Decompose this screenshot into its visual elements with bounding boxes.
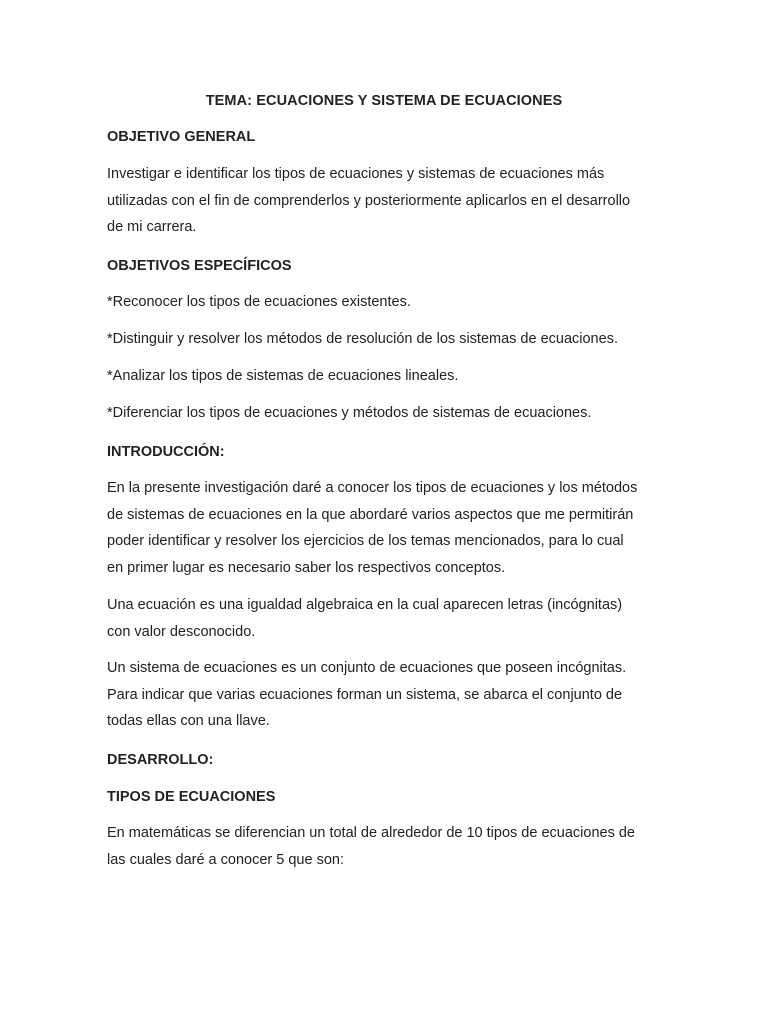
paragraph-line: de sistemas de ecuaciones en la que abordaré varios aspectos que me permitirán	[107, 506, 634, 523]
objetivo-item: *Analizar los tipos de sistemas de ecuaciones lineales.	[107, 368, 459, 384]
objetivo-general-heading: OBJETIVO GENERAL	[107, 129, 256, 145]
paragraph-line: en primer lugar es necesario saber los respectivos conceptos.	[107, 560, 506, 577]
paragraph-line: Un sistema de ecuaciones es un conjunto de ecuaciones que poseen incógnitas.	[107, 660, 627, 676]
paragraph-line: poder identificar y resolver los ejercicios de los temas mencionados, para lo cual	[107, 533, 624, 550]
objetivo-item: *Distinguir y resolver los métodos de resolución de los sistemas de ecuaciones.	[107, 331, 618, 347]
objetivo-general-paragraph	[107, 161, 667, 241]
desarrollo-heading: DESARROLLO:	[107, 752, 214, 768]
paragraph-line: las cuales daré a conocer 5 que son:	[107, 851, 344, 868]
paragraph-line: con valor desconocido.	[107, 623, 256, 640]
objetivos-especificos-heading: OBJETIVOS ESPECÍFICOS	[107, 258, 292, 274]
paragraph-line: Investigar e identificar los tipos de ecuaciones y sistemas de ecuaciones más	[107, 166, 605, 182]
paragraph-line: utilizadas con el fin de comprenderlos y posteriormente aplicarlos en el desarrollo	[107, 192, 631, 209]
document-title: TEMA: ECUACIONES Y SISTEMA DE ECUACIONES	[205, 93, 563, 109]
introduccion-paragraph-3	[107, 655, 667, 735]
tipos-paragraph	[107, 820, 667, 873]
paragraph-line: En la presente investigación daré a conocer los tipos de ecuaciones y los métodos	[107, 480, 638, 496]
objetivo-item: *Diferenciar los tipos de ecuaciones y métodos de sistemas de ecuaciones.	[107, 405, 592, 421]
paragraph-line: todas ellas con una llave.	[107, 713, 270, 730]
paragraph-line: En matemáticas se diferencian un total de alrededor de 10 tipos de ecuaciones de	[107, 825, 635, 841]
objetivo-item: *Reconocer los tipos de ecuaciones existentes.	[107, 294, 411, 310]
tipos-heading: TIPOS DE ECUACIONES	[107, 789, 276, 805]
introduccion-paragraph-1	[107, 475, 667, 582]
paragraph-line: de mi carrera.	[107, 219, 197, 236]
paragraph-line: Para indicar que varias ecuaciones forman un sistema, se abarca el conjunto de	[107, 686, 623, 703]
paragraph-line: Una ecuación es una igualdad algebraica en la cual aparecen letras (incógnitas)	[107, 597, 623, 613]
introduccion-heading: INTRODUCCIÓN:	[107, 444, 225, 460]
introduccion-paragraph-2	[107, 592, 667, 645]
